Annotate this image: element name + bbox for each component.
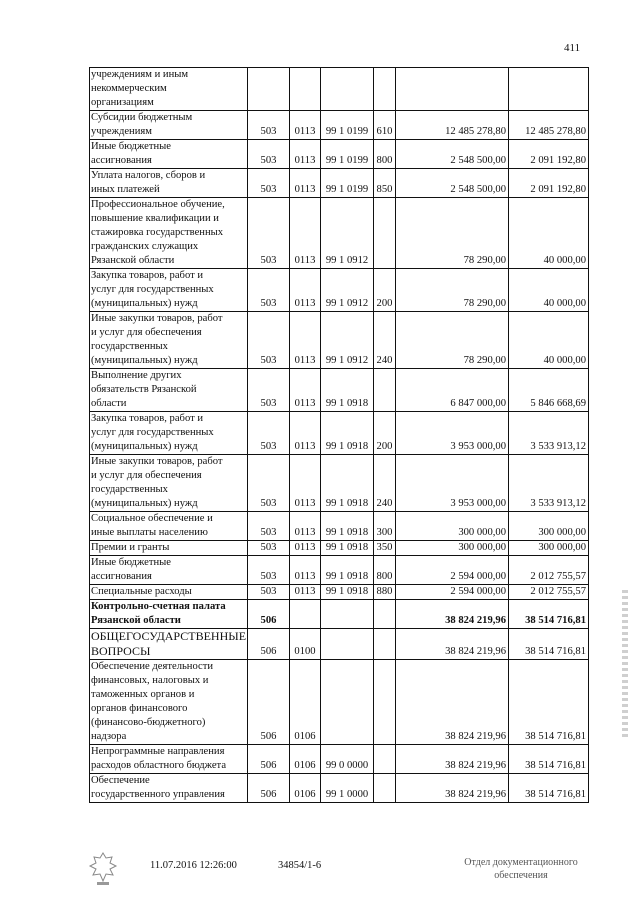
approved-amount: 3 953 000,00 bbox=[396, 455, 509, 512]
section-code: 0106 bbox=[290, 745, 321, 774]
section-code: 0106 bbox=[290, 774, 321, 803]
executed-amount: 40 000,00 bbox=[509, 312, 589, 369]
executed-amount: 3 533 913,12 bbox=[509, 455, 589, 512]
table-row bbox=[90, 111, 589, 140]
budget-item-name: учреждениям и иным некоммерческим организациям bbox=[90, 68, 248, 111]
table-row bbox=[90, 269, 589, 312]
approved-amount: 300 000,00 bbox=[396, 512, 509, 541]
target-article-code: 99 1 0199 bbox=[321, 111, 374, 140]
budget-item-name: Уплата налогов, сборов и иных платежей bbox=[90, 169, 248, 198]
budget-item-name: Субсидии бюджетным учреждениям bbox=[90, 111, 248, 140]
admin-code: 506 bbox=[248, 600, 290, 629]
executed-amount: 2 091 192,80 bbox=[509, 169, 589, 198]
section-code: 0113 bbox=[290, 412, 321, 455]
expense-type-code bbox=[374, 774, 396, 803]
budget-item-name: Непрограммные направления расходов областного бюджета bbox=[90, 745, 248, 774]
expense-type-code: 350 bbox=[374, 541, 396, 556]
section-code: 0113 bbox=[290, 369, 321, 412]
target-article-code bbox=[321, 68, 374, 111]
target-article-code: 99 1 0912 bbox=[321, 269, 374, 312]
approved-amount: 38 824 219,96 bbox=[396, 745, 509, 774]
target-article-code: 99 1 0918 bbox=[321, 585, 374, 600]
target-article-code bbox=[321, 629, 374, 660]
expense-type-code: 800 bbox=[374, 140, 396, 169]
approved-amount: 2 548 500,00 bbox=[396, 169, 509, 198]
expense-type-code: 850 bbox=[374, 169, 396, 198]
expense-type-code bbox=[374, 198, 396, 269]
table-row bbox=[90, 455, 589, 512]
approved-amount: 78 290,00 bbox=[396, 312, 509, 369]
expense-type-code: 240 bbox=[374, 312, 396, 369]
executed-amount: 38 514 716,81 bbox=[509, 660, 589, 745]
footer-department-stamp bbox=[446, 856, 596, 882]
section-code: 0100 bbox=[290, 629, 321, 660]
approved-amount: 38 824 219,96 bbox=[396, 600, 509, 629]
approved-amount: 12 485 278,80 bbox=[396, 111, 509, 140]
table-row bbox=[90, 745, 589, 774]
executed-amount: 40 000,00 bbox=[509, 269, 589, 312]
executed-amount: 38 514 716,81 bbox=[509, 629, 589, 660]
table-row bbox=[90, 68, 589, 111]
approved-amount: 2 594 000,00 bbox=[396, 556, 509, 585]
table-row bbox=[90, 312, 589, 369]
admin-code: 503 bbox=[248, 140, 290, 169]
admin-code: 503 bbox=[248, 198, 290, 269]
approved-amount: 3 953 000,00 bbox=[396, 412, 509, 455]
budget-item-name: Социальное обеспечение и иные выплаты населению bbox=[90, 512, 248, 541]
section-code: 0113 bbox=[290, 312, 321, 369]
budget-item-name: Контрольно-счетная палата Рязанской области bbox=[90, 600, 248, 629]
target-article-code: 99 1 0199 bbox=[321, 140, 374, 169]
budget-item-name: Специальные расходы bbox=[90, 585, 248, 600]
budget-table bbox=[89, 67, 589, 803]
table-row bbox=[90, 198, 589, 269]
executed-amount: 3 533 913,12 bbox=[509, 412, 589, 455]
section-code: 0113 bbox=[290, 556, 321, 585]
budget-item-name: Премии и гранты bbox=[90, 541, 248, 556]
admin-code: 503 bbox=[248, 512, 290, 541]
page-number: 411 bbox=[564, 42, 581, 54]
expense-type-code bbox=[374, 369, 396, 412]
section-code: 0113 bbox=[290, 455, 321, 512]
target-article-code: 99 1 0918 bbox=[321, 512, 374, 541]
table-row bbox=[90, 169, 589, 198]
budget-item-name: Профессиональное обучение, повышение квалификации и стажировка государственных гражданских служащих Рязанской области bbox=[90, 198, 248, 269]
budget-item-name: Выполнение других обязательств Рязанской области bbox=[90, 369, 248, 412]
section-code: 0113 bbox=[290, 111, 321, 140]
target-article-code: 99 1 0199 bbox=[321, 169, 374, 198]
admin-code: 506 bbox=[248, 629, 290, 660]
target-article-code: 99 1 0000 bbox=[321, 774, 374, 803]
executed-amount: 300 000,00 bbox=[509, 541, 589, 556]
expense-type-code: 610 bbox=[374, 111, 396, 140]
executed-amount: 38 514 716,81 bbox=[509, 774, 589, 803]
table-row bbox=[90, 412, 589, 455]
executed-amount bbox=[509, 68, 589, 111]
table-row bbox=[90, 585, 589, 600]
executed-amount: 38 514 716,81 bbox=[509, 600, 589, 629]
target-article-code: 99 1 0918 bbox=[321, 541, 374, 556]
admin-code: 503 bbox=[248, 169, 290, 198]
admin-code: 503 bbox=[248, 312, 290, 369]
budget-item-name: Иные бюджетные ассигнования bbox=[90, 140, 248, 169]
admin-code: 503 bbox=[248, 455, 290, 512]
approved-amount: 38 824 219,96 bbox=[396, 660, 509, 745]
approved-amount: 2 594 000,00 bbox=[396, 585, 509, 600]
admin-code: 506 bbox=[248, 745, 290, 774]
budget-item-name: Закупка товаров, работ и услуг для государственных (муниципальных) нужд bbox=[90, 269, 248, 312]
budget-item-name: ОБЩЕГОСУДАРСТВЕННЫЕ ВОПРОСЫ bbox=[91, 629, 247, 658]
coat-of-arms-icon bbox=[88, 851, 118, 887]
expense-type-code: 300 bbox=[374, 512, 396, 541]
approved-amount: 2 548 500,00 bbox=[396, 140, 509, 169]
section-code: 0113 bbox=[290, 269, 321, 312]
section-code: 0113 bbox=[290, 169, 321, 198]
footer-stamp-text: Отдел документационного обеспечения bbox=[464, 857, 578, 881]
budget-item-name: Закупка товаров, работ и услуг для государственных (муниципальных) нужд bbox=[90, 412, 248, 455]
section-code: 0113 bbox=[290, 198, 321, 269]
admin-code: 503 bbox=[248, 585, 290, 600]
footer-doc-code: 34854/1-6 bbox=[278, 860, 322, 871]
executed-amount: 38 514 716,81 bbox=[509, 745, 589, 774]
section-code: 0113 bbox=[290, 512, 321, 541]
approved-amount: 38 824 219,96 bbox=[396, 774, 509, 803]
admin-code: 506 bbox=[248, 660, 290, 745]
approved-amount: 6 847 000,00 bbox=[396, 369, 509, 412]
budget-item-name: Иные закупки товаров, работ и услуг для обеспечения государственных (муниципальных) нужд bbox=[90, 455, 248, 512]
section-code: 0113 bbox=[290, 541, 321, 556]
expense-type-code bbox=[374, 600, 396, 629]
table-row bbox=[90, 140, 589, 169]
section-code: 0106 bbox=[290, 660, 321, 745]
admin-code: 503 bbox=[248, 111, 290, 140]
target-article-code: 99 1 0912 bbox=[321, 198, 374, 269]
expense-type-code: 240 bbox=[374, 455, 396, 512]
admin-code: 506 bbox=[248, 774, 290, 803]
table-row bbox=[90, 774, 589, 803]
target-article-code bbox=[321, 660, 374, 745]
section-code: 0113 bbox=[290, 140, 321, 169]
executed-amount: 300 000,00 bbox=[509, 512, 589, 541]
executed-amount: 40 000,00 bbox=[509, 198, 589, 269]
target-article-code: 99 1 0918 bbox=[321, 455, 374, 512]
approved-amount: 78 290,00 bbox=[396, 198, 509, 269]
budget-item-name: Иные бюджетные ассигнования bbox=[90, 556, 248, 585]
table-row bbox=[90, 556, 589, 585]
budget-item-name: Обеспечение деятельности финансовых, налоговых и таможенных органов и органов финансового (финансово-бюджетного) надзора bbox=[90, 660, 248, 745]
executed-amount: 12 485 278,80 bbox=[509, 111, 589, 140]
expense-type-code: 200 bbox=[374, 412, 396, 455]
margin-mark bbox=[622, 590, 628, 740]
table-row bbox=[90, 629, 589, 660]
expense-type-code bbox=[374, 629, 396, 660]
expense-type-code: 880 bbox=[374, 585, 396, 600]
section-code bbox=[290, 600, 321, 629]
budget-item-name: Иные закупки товаров, работ и услуг для обеспечения государственных (муниципальных) нужд bbox=[90, 312, 248, 369]
approved-amount: 300 000,00 bbox=[396, 541, 509, 556]
table-row bbox=[90, 660, 589, 745]
executed-amount: 5 846 668,69 bbox=[509, 369, 589, 412]
section-code: 0113 bbox=[290, 585, 321, 600]
admin-code: 503 bbox=[248, 412, 290, 455]
admin-code bbox=[248, 68, 290, 111]
expense-type-code: 200 bbox=[374, 269, 396, 312]
target-article-code: 99 1 0918 bbox=[321, 556, 374, 585]
admin-code: 503 bbox=[248, 541, 290, 556]
approved-amount: 38 824 219,96 bbox=[396, 629, 509, 660]
approved-amount bbox=[396, 68, 509, 111]
executed-amount: 2 012 755,57 bbox=[509, 556, 589, 585]
executed-amount: 2 091 192,80 bbox=[509, 140, 589, 169]
target-article-code bbox=[321, 600, 374, 629]
footer-date: 11.07.2016 12:26:00 bbox=[150, 860, 237, 871]
expense-type-code: 800 bbox=[374, 556, 396, 585]
expense-type-code bbox=[374, 745, 396, 774]
approved-amount: 78 290,00 bbox=[396, 269, 509, 312]
admin-code: 503 bbox=[248, 556, 290, 585]
table-row bbox=[90, 600, 589, 629]
budget-item-name: Обеспечение государственного управления bbox=[90, 774, 248, 803]
executed-amount: 2 012 755,57 bbox=[509, 585, 589, 600]
table-row bbox=[90, 369, 589, 412]
table-row bbox=[90, 541, 589, 556]
admin-code: 503 bbox=[248, 269, 290, 312]
target-article-code: 99 1 0918 bbox=[321, 412, 374, 455]
target-article-code: 99 0 0000 bbox=[321, 745, 374, 774]
target-article-code: 99 1 0918 bbox=[321, 369, 374, 412]
table-body bbox=[90, 68, 589, 803]
target-article-code: 99 1 0912 bbox=[321, 312, 374, 369]
expense-type-code bbox=[374, 68, 396, 111]
expense-type-code bbox=[374, 660, 396, 745]
admin-code: 503 bbox=[248, 369, 290, 412]
table-row bbox=[90, 512, 589, 541]
section-code bbox=[290, 68, 321, 111]
